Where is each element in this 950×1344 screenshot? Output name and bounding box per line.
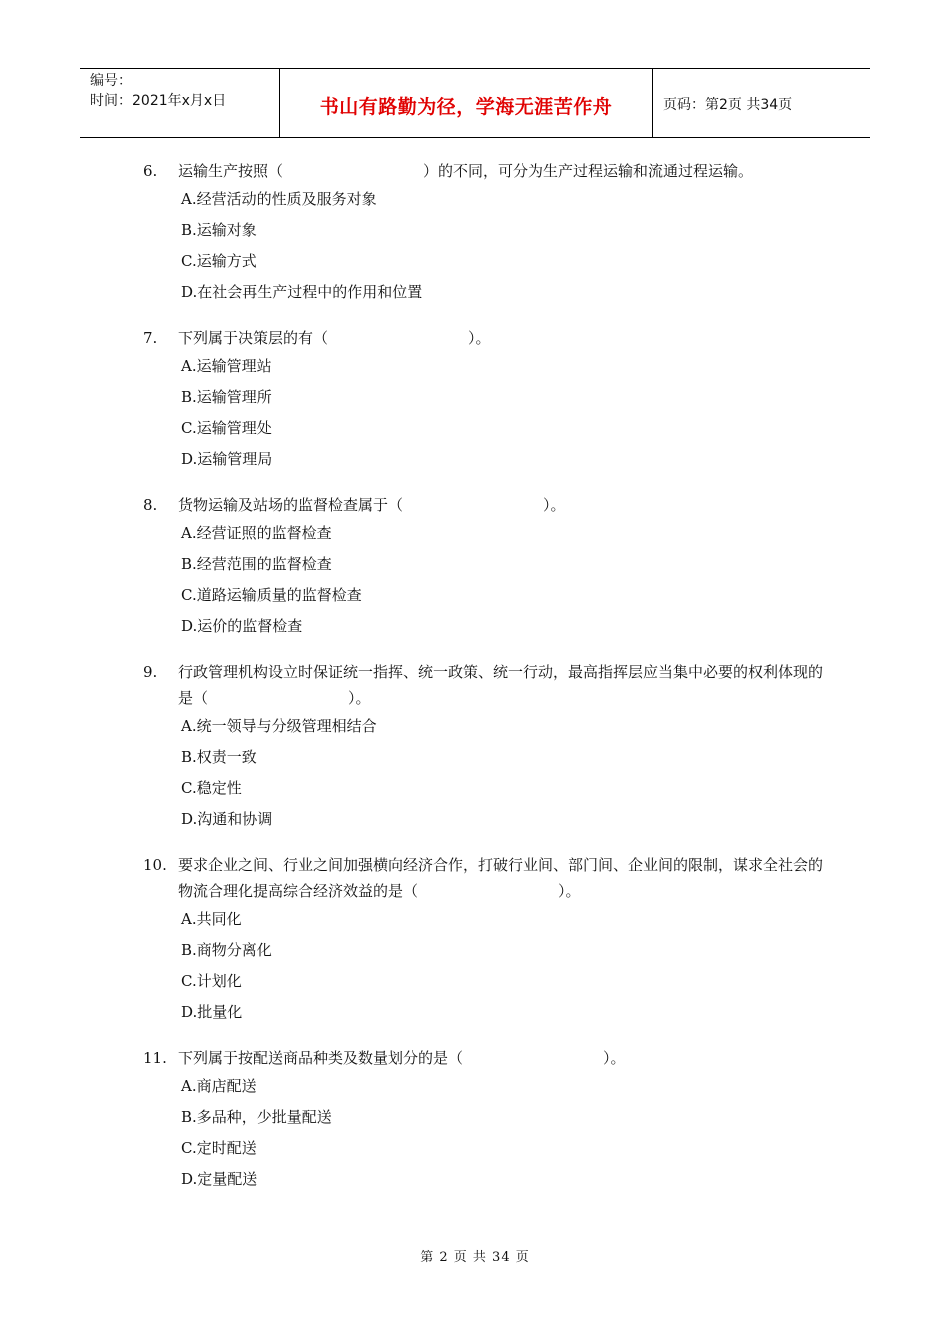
question-stem	[143, 325, 823, 351]
question-item	[143, 1045, 823, 1195]
question-text-after-blank: ）的不同，可分为生产过程运输和流通过程运输。	[423, 162, 754, 180]
answer-option: D.批量化	[181, 1003, 243, 1021]
question-text	[178, 158, 823, 184]
question-text	[178, 492, 823, 518]
answer-option: C.稳定性	[181, 779, 242, 797]
answer-option: A.商店配送	[181, 1077, 257, 1095]
answer-option: A.运输管理站	[181, 357, 272, 375]
question-text	[178, 1045, 823, 1071]
question-text	[178, 852, 823, 904]
answer-option: A.共同化	[181, 910, 242, 928]
answer-option: D.运价的监督检查	[181, 617, 303, 635]
answer-option: B.商物分离化	[181, 941, 272, 959]
question-number: 7.	[143, 329, 158, 347]
question-text-after-blank: ）。	[543, 496, 566, 514]
answer-option: C.道路运输质量的监督检查	[181, 586, 362, 604]
answer-option: D.定量配送	[181, 1170, 258, 1188]
question-text-before-blank: 运输生产按照（	[178, 162, 284, 180]
question-number: 8.	[143, 496, 158, 514]
answer-option: A.经营活动的性质及服务对象	[181, 190, 377, 208]
question-text-before-blank: 下列属于决策层的有（	[178, 329, 329, 347]
question-text-after-blank: ）。	[603, 1049, 626, 1067]
answer-option: C.运输管理处	[181, 419, 272, 437]
page-header	[80, 68, 870, 138]
answer-option: D.沟通和协调	[181, 810, 273, 828]
question-text-after-blank: ）。	[558, 882, 581, 900]
header-page-info: 页码：第2页 共34页	[663, 97, 793, 113]
answer-option: B.权责一致	[181, 748, 257, 766]
question-stem	[143, 158, 823, 184]
id-label: 编号：	[90, 73, 132, 89]
answer-option: C.运输方式	[181, 252, 257, 270]
answer-option: D.运输管理局	[181, 450, 273, 468]
question-item	[143, 158, 823, 308]
question-text-before-blank: 行政管理机构设立时保证统一指挥、统一政策、统一行动，最高指挥层应当集中必要的权利体现的是（	[178, 663, 824, 707]
question-number: 10.	[143, 856, 167, 874]
header-motto: 书山有路勤为径，学海无涯苦作舟	[280, 69, 653, 137]
question-text-after-blank: ）。	[468, 329, 491, 347]
question-number: 9.	[143, 663, 158, 681]
header-meta	[80, 69, 280, 137]
question-stem	[143, 492, 823, 518]
question-text-before-blank: 要求企业之间、行业之间加强横向经济合作，打破行业间、部门间、企业间的限制，谋求全社会的物流合理化提高综合经济效益的是（	[178, 856, 824, 900]
question-stem	[143, 852, 823, 904]
answer-option: B.运输对象	[181, 221, 257, 239]
question-item	[143, 325, 823, 475]
answer-option: B.运输管理所	[181, 388, 272, 406]
question-text-after-blank: ）。	[348, 689, 371, 707]
question-item	[143, 492, 823, 642]
answer-option: B.经营范围的监督检查	[181, 555, 332, 573]
question-number: 11.	[143, 1049, 167, 1067]
question-text	[178, 325, 823, 351]
date-label: 时间：2021年x月x日	[90, 93, 227, 109]
question-number: 6.	[143, 162, 158, 180]
answer-option: D.在社会再生产过程中的作用和位置	[181, 283, 423, 301]
answer-option: C.计划化	[181, 972, 242, 990]
question-text	[178, 659, 823, 711]
question-stem	[143, 659, 823, 711]
question-text-before-blank: 货物运输及站场的监督检查属于（	[178, 496, 404, 514]
answer-option: A.经营证照的监督检查	[181, 524, 332, 542]
question-list	[143, 158, 823, 1212]
question-text-before-blank: 下列属于按配送商品种类及数量划分的是（	[178, 1049, 464, 1067]
answer-option: A.统一领导与分级管理相结合	[181, 717, 377, 735]
answer-option: B.多品种，少批量配送	[181, 1108, 332, 1126]
answer-option: C.定时配送	[181, 1139, 257, 1157]
question-item	[143, 659, 823, 835]
question-item	[143, 852, 823, 1028]
page-footer: 第 2 页 共 34 页	[420, 1250, 530, 1265]
question-stem	[143, 1045, 823, 1071]
